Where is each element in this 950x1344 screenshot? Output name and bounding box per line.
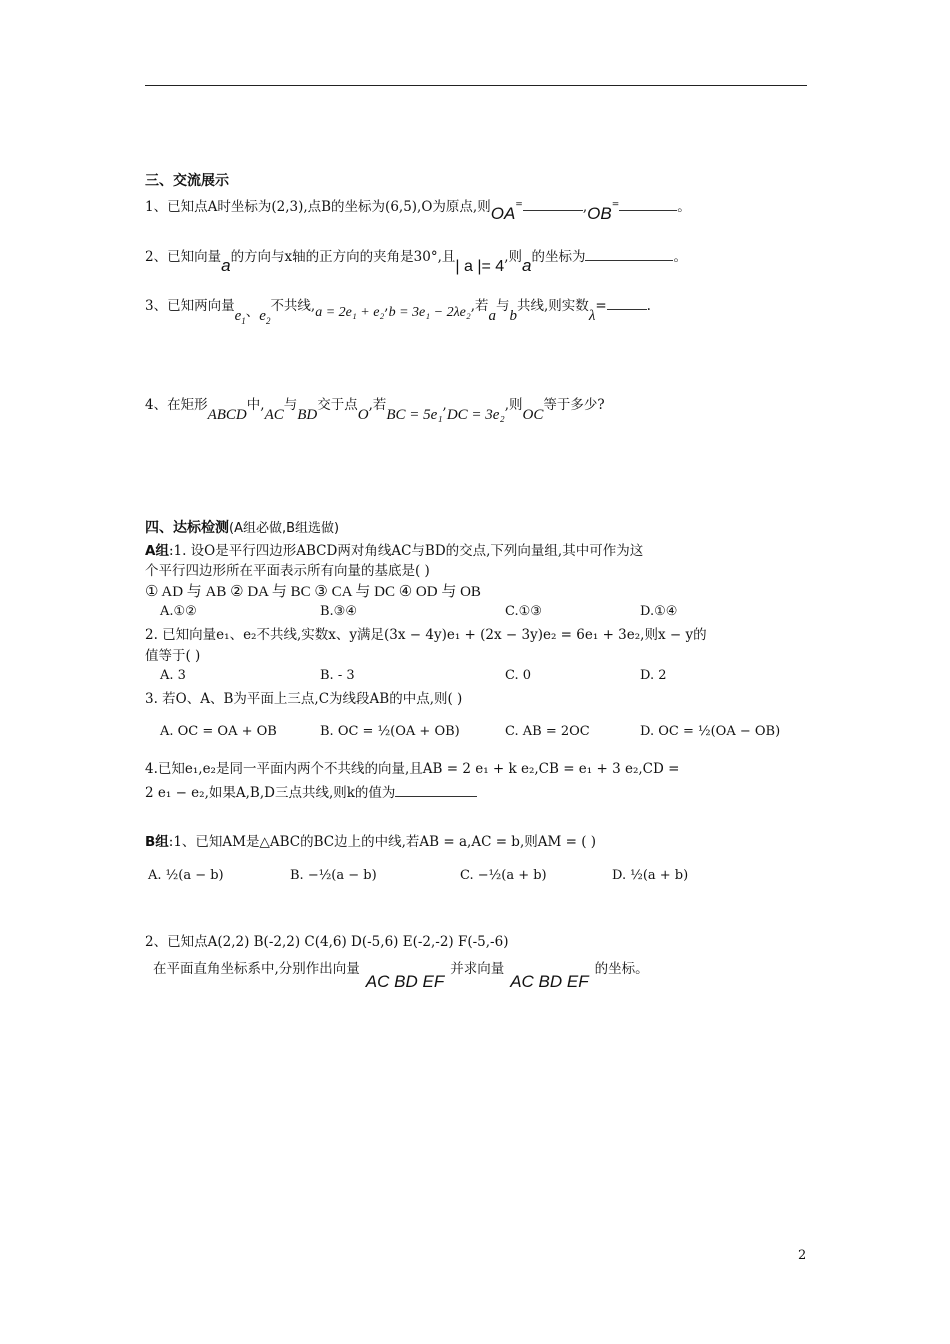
a-q2-line1: 2. 已知向量e₁、e₂不共线,实数x、y满足(3x − 4y)e₁ + (2x − 3y)e₂ = 6e₁ + 3e₂,则x − y的 <box>145 627 707 643</box>
b-q2-line2 <box>153 958 649 991</box>
s3-q4-text: 4、在矩形 <box>145 397 208 413</box>
ruo: ,若 <box>368 397 387 413</box>
vec-oa: OA <box>490 204 516 223</box>
s3-q2 <box>145 246 687 275</box>
a-q3-opt-d[interactable]: D. OC = ½(OA − OB) <box>640 724 781 739</box>
norm-a: | a |= 4 <box>455 258 505 275</box>
answer-blank-k[interactable] <box>395 784 477 797</box>
vec-b: b <box>509 308 518 324</box>
ruo: ,若 <box>470 298 489 314</box>
abcd: ABCD <box>207 407 247 423</box>
a-q2-opt-a[interactable]: A. 3 <box>160 668 186 683</box>
b-q2-tail: 的坐标。 <box>594 961 649 977</box>
s3-q2-tail: 的坐标为 <box>531 249 586 265</box>
b-q1-line1 <box>145 832 596 852</box>
vec-ac: AC <box>264 407 284 423</box>
a-q1-opt-c[interactable]: C.①③ <box>505 604 542 619</box>
comma: , <box>384 298 389 314</box>
vec-bd: BD <box>297 407 318 423</box>
zhong: 中, <box>246 397 265 413</box>
b-q2-line1: 2、已知点A(2,2) B(-2,2) C(4,6) D(-5,6) E(-2,-2) F(-5,-6) <box>145 934 509 950</box>
noncol: 不共线, <box>270 298 316 314</box>
vec-a2: a <box>522 256 532 275</box>
answer-blank-ob[interactable] <box>619 198 677 211</box>
a-q3-opt-b[interactable]: B. OC = ½(OA + OB) <box>320 724 460 739</box>
b-q1-text: :1、已知AM是△ABC的BC边上的中线,若AB = a,AC = b,则AM = ( ) <box>168 834 597 850</box>
s3-q1: 1、已知点A时坐标为(2,3),点B的坐标为(6,5),O为原点,则OA= ,OB= 。 <box>145 199 691 223</box>
answer-blank-oa[interactable] <box>523 198 583 211</box>
expr-bc: BC = 5e₁ <box>386 407 443 423</box>
vec-ob: OB <box>587 204 612 223</box>
end: 。 <box>673 249 687 265</box>
ze: ,则 <box>504 397 523 413</box>
a-q2-line2: 值等于( ) <box>145 648 201 664</box>
a-q1-line2: 个平行四边形所在平面表示所有向量的基底是( ) <box>145 563 430 579</box>
b-q2-mid: 并求向量 <box>450 961 505 977</box>
s3-q2-mid: 的方向与x轴的正方向的夹角是30°,且 <box>230 249 456 265</box>
expr-a: a = 2e₁ + e₂ <box>315 305 385 320</box>
answer-blank-a[interactable] <box>585 248 673 261</box>
a-q4-line1: 4.已知e₁,e₂是同一平面内两个不共线的向量,且AB = 2 e₁ + k e₂,CB = e₁ + 3 e₂,CD = <box>145 761 680 777</box>
expr-b: b = 3e₁ − 2λe₂ <box>388 305 471 320</box>
a-q2-opt-d[interactable]: D. 2 <box>640 668 667 683</box>
e2: $e_2$ <box>259 308 271 326</box>
a-q4-text: 2 e₁ − e₂,如果A,B,D三点共线,则k的值为 <box>145 785 396 801</box>
section4-sub: (A组必做,B组选做) <box>229 521 340 536</box>
s3-q4 <box>145 395 605 423</box>
s3-q3-tail: 共线,则实数 <box>517 298 589 314</box>
eq: = <box>595 298 607 314</box>
eq: = <box>515 200 523 210</box>
expr-dc: DC = 3e₂ <box>446 407 505 423</box>
s3-q1-text: 1、已知点A时坐标为(2,3),点B的坐标为(6,5),O为原点,则 <box>145 199 491 215</box>
b-q2-text: 在平面直角坐标系中,分别作出向量 <box>153 961 360 977</box>
b-q1-opt-a[interactable]: A. ½(a − b) <box>148 868 224 883</box>
vec-oc: OC <box>522 407 544 423</box>
end: 。 <box>677 199 691 215</box>
point-o: O <box>357 407 369 423</box>
a-q1-text: :1. 设O是平行四边形ABCD两对角线AC与BD的交点,下列向量组,其中可作为这 <box>168 543 644 559</box>
lambda: λ <box>588 308 596 324</box>
group-a-label: A组 <box>145 543 169 559</box>
header-rule <box>145 85 807 86</box>
section4-title: 四、达标检测(A组必做,B组选做) <box>145 520 340 536</box>
yu: 与 <box>283 397 298 413</box>
a-q3-opt-c[interactable]: C. AB = 2OC <box>505 724 590 739</box>
a-q1-line1 <box>145 541 643 561</box>
s3-q2-text: 2、已知向量 <box>145 249 222 265</box>
sep: , <box>582 199 588 215</box>
jiao: 交于点 <box>317 397 358 413</box>
a-q1-opt-d[interactable]: D.①④ <box>640 604 678 619</box>
yu: 与 <box>496 298 510 314</box>
b-q1-opt-d[interactable]: D. ½(a + b) <box>612 868 689 883</box>
comma: , <box>442 397 447 413</box>
answer-blank-lambda[interactable] <box>607 297 647 310</box>
then: ,则 <box>504 249 522 265</box>
a-q2-opt-c[interactable]: C. 0 <box>505 668 532 683</box>
section3-title: 三、交流展示 <box>145 173 229 189</box>
b-q1-opt-c[interactable]: C. −½(a + b) <box>460 868 547 883</box>
vecs-ac-bd-ef-2: AC BD EF <box>510 972 589 991</box>
e1: $e_1$ <box>234 308 246 326</box>
vec-a: a <box>488 308 497 324</box>
a-q2-opt-b[interactable]: B. - 3 <box>320 668 355 683</box>
a-q3-line1: 3. 若O、A、B为平面上三点,C为线段AB的中点,则( ) <box>145 691 463 707</box>
s3-q3-text: 3、已知两向量 <box>145 298 235 314</box>
a-q1-opt-a[interactable]: A.①② <box>160 604 197 619</box>
dot: 、 <box>245 304 260 320</box>
a-q1-line3: ① AD 与 AB ② DA 与 BC ③ CA 与 DC ④ OD 与 OB <box>145 584 481 600</box>
group-b-label: B组 <box>145 834 169 850</box>
a-q1-opt-b[interactable]: B.③④ <box>320 604 357 619</box>
s3-q4-tail: 等于多少? <box>543 397 605 413</box>
vec-a: a <box>221 256 231 275</box>
b-q1-opt-b[interactable]: B. −½(a − b) <box>290 868 377 883</box>
s3-q3 <box>145 296 651 326</box>
page-number: 2 <box>798 1248 807 1263</box>
a-q4-line2 <box>145 783 477 803</box>
end: . <box>646 298 651 314</box>
vecs-ac-bd-ef: AC BD EF <box>365 972 445 991</box>
a-q3-opt-a[interactable]: A. OC = OA + OB <box>160 724 277 739</box>
